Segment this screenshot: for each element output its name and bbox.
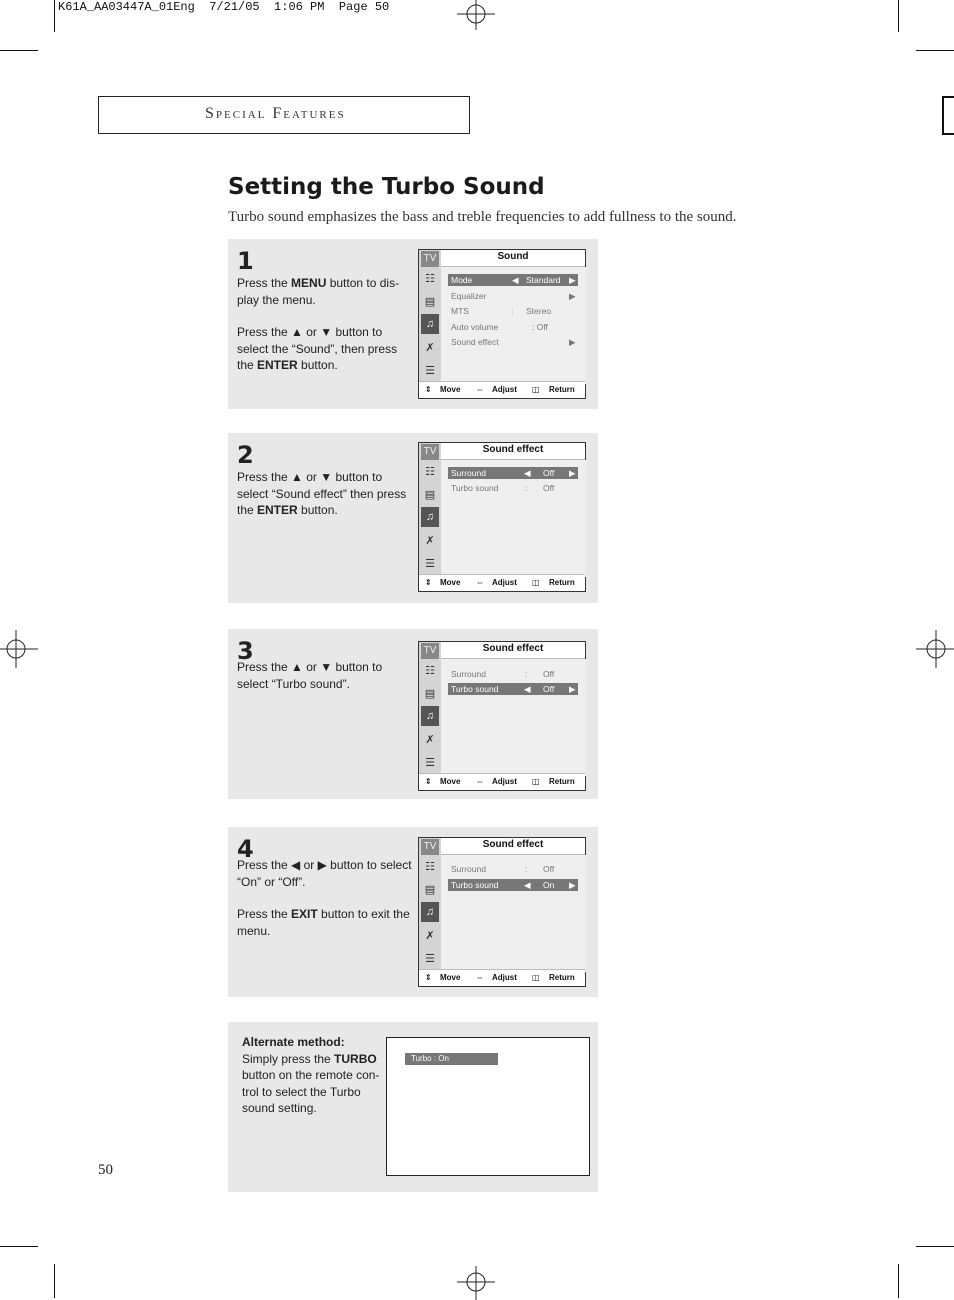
osd-sidebar: [419, 250, 441, 384]
tv-icon: TV: [421, 444, 439, 460]
osd-footer: ⇕ Move ⇔ Adjust ◫ Return: [419, 969, 585, 986]
thumb-tab-mark: [942, 96, 954, 98]
turbo-status-bar: Turbo : On: [405, 1053, 498, 1065]
right-arrow-icon: ▶: [569, 275, 576, 285]
up-down-icon: ⇕: [425, 385, 432, 394]
section-title: Special Features: [205, 105, 346, 122]
step-instructions: Press the ▲ or ▼ button to select “Sound effect” then press the ENTER button.: [237, 470, 407, 517]
osd-screen: [418, 641, 586, 791]
left-arrow-icon: ◀: [524, 468, 531, 478]
tv-icon: TV: [421, 251, 439, 267]
osd-title: Sound effect: [482, 444, 544, 455]
crop-mark: [916, 50, 954, 51]
left-right-icon: ⇔: [476, 777, 484, 786]
sound-icon: ♫: [421, 902, 439, 922]
menu-row: Mode ◀ Standard ▶: [448, 274, 578, 286]
registration-mark-icon: [916, 630, 954, 668]
right-arrow-icon: ▶: [569, 684, 576, 694]
osd-sidebar: [419, 443, 441, 577]
picture-icon: ☷: [425, 465, 435, 478]
setup-icon: ☰: [425, 364, 435, 377]
menu-row: Surround : Off: [451, 864, 555, 874]
osd-screen: [418, 249, 586, 399]
step-1-panel: [228, 239, 598, 409]
tv-icon: TV: [421, 643, 439, 659]
page-number: 50: [98, 1162, 113, 1178]
turbo-osd-screen: [386, 1037, 590, 1176]
thumb-tab-mark: [942, 133, 954, 135]
menu-icon: ◫: [532, 777, 540, 786]
up-down-icon: ⇕: [425, 973, 432, 982]
menu-row: Turbo sound ◀ On ▶: [448, 879, 578, 891]
crop-mark: [898, 1264, 899, 1298]
osd-screen: [418, 837, 586, 987]
crop-mark: [898, 0, 899, 32]
antenna-icon: ✗: [425, 534, 435, 547]
alternate-method-panel: [228, 1022, 598, 1192]
antenna-icon: ✗: [425, 733, 435, 746]
osd-footer: ⇕ Move ⇔ Adjust ◫ Return: [419, 773, 585, 790]
right-arrow-icon: ▶: [569, 291, 576, 301]
step-instructions: Press the MENU button to dis-play the menu. Press the ▲ or ▼ button to select the “Sound”, then press the ENTER button.: [237, 276, 400, 372]
osd-title: Sound: [497, 251, 529, 262]
step-3-panel: [228, 629, 598, 799]
sound-icon: ♫: [421, 706, 439, 726]
antenna-icon: ✗: [425, 929, 435, 942]
osd-menu: [441, 855, 586, 972]
left-arrow-icon: ◀: [524, 684, 531, 694]
sound-icon: ♫: [421, 507, 439, 527]
crop-mark: [54, 0, 55, 32]
left-arrow-icon: ◀: [524, 880, 531, 890]
step-number: 2: [237, 441, 254, 469]
osd-footer: ⇕ Move ⇔ Adjust ◫ Return: [419, 381, 585, 398]
thumb-tab-mark: [942, 96, 944, 134]
setup-icon: ☰: [425, 756, 435, 769]
menu-row: Surround ◀ Off ▶: [448, 467, 578, 479]
osd-sidebar: [419, 642, 441, 776]
registration-mark-icon: [457, 1262, 495, 1300]
osd-menu: [441, 659, 586, 776]
menu-row: Sound effect ▶: [451, 337, 576, 347]
step-number: 4: [237, 835, 254, 863]
picture-icon: ☷: [425, 860, 435, 873]
crop-mark: [0, 1246, 38, 1247]
left-right-icon: ⇔: [476, 385, 484, 394]
step-instructions: Press the ▲ or ▼ button to select “Turbo sound”.: [237, 660, 383, 691]
step-number: 1: [237, 247, 254, 275]
osd-menu: [441, 267, 586, 384]
osd-title: Sound effect: [482, 643, 544, 654]
step-number: 3: [237, 637, 254, 665]
setup-icon: ☰: [425, 557, 435, 570]
menu-icon: ◫: [532, 973, 540, 982]
step-instructions: Press the ◀ or ▶ button to select “On” or “Off”. Press the EXIT button to exit the menu.: [237, 858, 412, 938]
picture-icon: ☷: [425, 272, 435, 285]
left-right-icon: ⇔: [476, 973, 484, 982]
picture-icon: ☷: [425, 664, 435, 677]
menu-row: MTS : Stereo: [451, 306, 552, 316]
menu-row: Auto volume : Off: [451, 322, 548, 332]
menu-row: Turbo sound : Off: [451, 483, 555, 493]
antenna-icon: ✗: [425, 341, 435, 354]
channel-icon: ▤: [424, 883, 436, 896]
osd-title: Sound effect: [482, 839, 544, 850]
print-slug: K61A_AA03447A_01Eng 7/21/05 1:06 PM Page 50: [58, 0, 390, 14]
up-down-icon: ⇕: [425, 578, 432, 587]
section-header-box: [98, 96, 470, 134]
menu-row: Equalizer ▶: [451, 291, 576, 301]
osd-menu: [441, 460, 586, 577]
crop-mark: [0, 50, 38, 51]
step-4-panel: [228, 827, 598, 997]
right-arrow-icon: ▶: [569, 468, 576, 478]
osd-footer: ⇕ Move ⇔ Adjust ◫ Return: [419, 574, 585, 591]
step-2-panel: [228, 433, 598, 603]
crop-mark: [916, 1246, 954, 1247]
right-arrow-icon: ▶: [569, 337, 576, 347]
channel-icon: ▤: [424, 295, 436, 308]
osd-sidebar: [419, 838, 441, 972]
tv-icon: TV: [421, 839, 439, 855]
page-title: Setting the Turbo Sound: [228, 174, 545, 200]
registration-mark-icon: [0, 630, 38, 668]
menu-row: Surround : Off: [451, 669, 555, 679]
up-down-icon: ⇕: [425, 777, 432, 786]
channel-icon: ▤: [424, 488, 436, 501]
alternate-heading: Alternate method:: [242, 1035, 345, 1049]
crop-mark: [54, 1264, 55, 1298]
left-right-icon: ⇔: [476, 578, 484, 587]
registration-mark-icon: [457, 0, 495, 38]
intro-text: Turbo sound emphasizes the bass and treble frequencies to add fullness to the sound.: [228, 209, 737, 225]
menu-row: Turbo sound ◀ Off ▶: [448, 683, 578, 695]
left-arrow-icon: ◀: [512, 275, 519, 285]
channel-icon: ▤: [424, 687, 436, 700]
menu-icon: ◫: [532, 578, 540, 587]
sound-icon: ♫: [421, 314, 439, 334]
alternate-instructions: Alternate method: Simply press the TURBO button on the remote con-trol to select the Turbo sound setting.: [242, 1035, 380, 1115]
menu-icon: ◫: [532, 385, 540, 394]
right-arrow-icon: ▶: [569, 880, 576, 890]
osd-screen: [418, 442, 586, 592]
setup-icon: ☰: [425, 952, 435, 965]
